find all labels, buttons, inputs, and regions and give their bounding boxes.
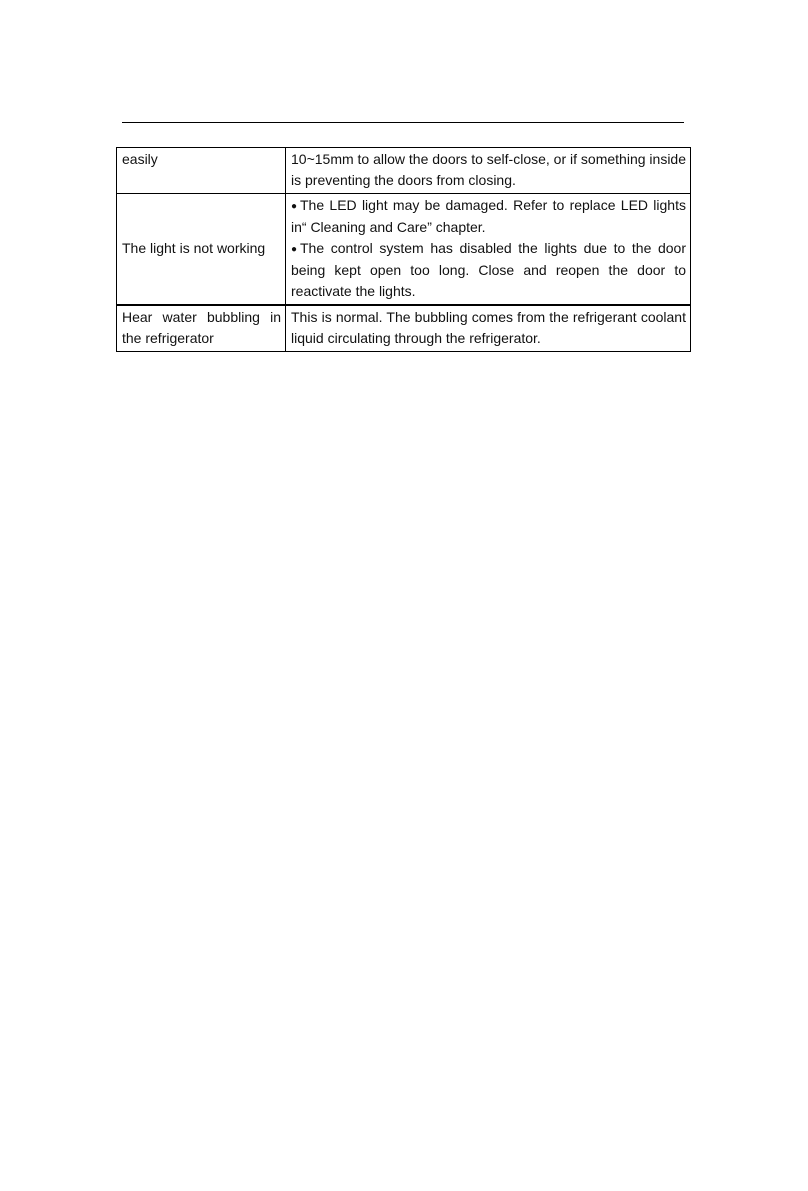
header-rule	[122, 122, 684, 123]
solution-cell	[286, 194, 691, 306]
solution-bullet	[291, 195, 686, 238]
bullet-icon: ●	[291, 201, 298, 212]
solution-bullet	[291, 238, 686, 302]
solution-cell: 10~15mm to allow the doors to self-close, or if something inside is preventing the doors from closing.	[286, 148, 691, 194]
bullet-text: The control system has disabled the lights due to the door being kept open too long. Close and reopen the door to reactivate the lights.	[291, 240, 686, 299]
problem-cell: Hear water bubbling in the refrigerator	[117, 305, 286, 352]
troubleshooting-table	[116, 147, 691, 352]
problem-cell: The light is not working	[117, 194, 286, 306]
bullet-text: The LED light may be damaged. Refer to replace LED lights in“ Cleaning and Care” chapter.	[291, 197, 686, 235]
table-row	[117, 148, 691, 194]
problem-cell: easily	[117, 148, 286, 194]
table-row	[117, 194, 691, 306]
bullet-icon: ●	[291, 244, 298, 255]
solution-cell: This is normal. The bubbling comes from the refrigerant coolant liquid circulating through the refrigerator.	[286, 305, 691, 352]
table-row	[117, 305, 691, 352]
